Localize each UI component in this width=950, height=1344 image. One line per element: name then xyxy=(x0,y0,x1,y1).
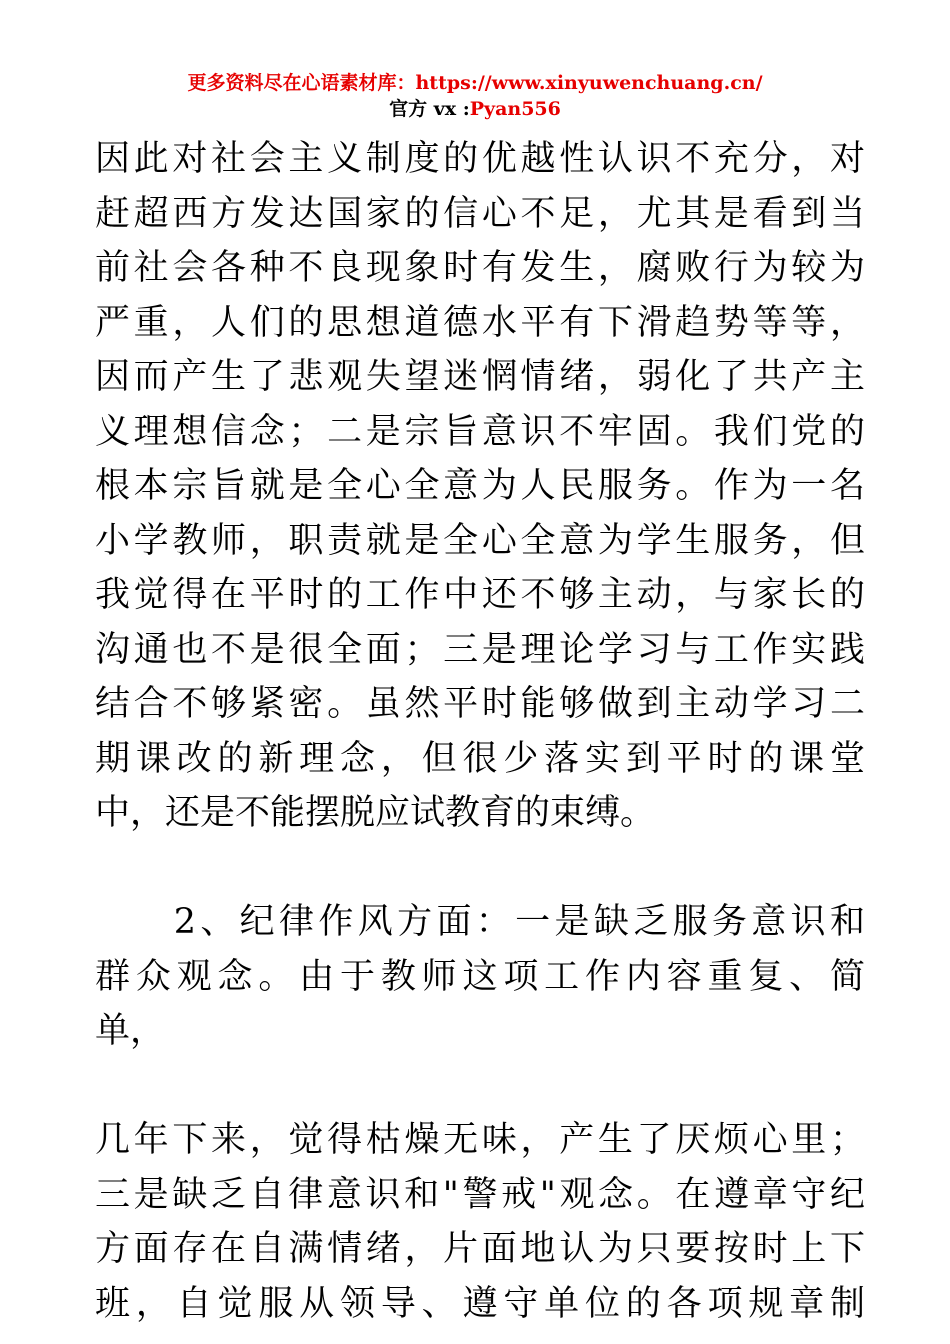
text-line: 赶超西方发达国家的信心不足，尤其是看到当 xyxy=(95,193,865,234)
page-header xyxy=(0,70,950,122)
text-line: 我觉得在平时的工作中还不够主动，与家长的 xyxy=(95,575,865,615)
promo-url[interactable]: https://www.xinyuwenchuang.cn/ xyxy=(415,72,763,94)
contact-line xyxy=(0,96,950,122)
contact-prefix: 官方 vx : xyxy=(389,98,470,120)
text-line: 前社会各种不良现象时有发生，腐败行为较为 xyxy=(95,248,865,288)
paragraph-gap xyxy=(95,841,865,896)
text-line: 根本宗旨就是全心全意为人民服务。作为一名 xyxy=(95,466,865,506)
text-line: 结合不够紧密。虽然平时能够做到主动学习二 xyxy=(95,684,865,724)
text-line: 方面存在自满情绪，片面地认为只要按时上下 xyxy=(95,1229,865,1269)
text-line: 义理想信念；二是宗旨意识不牢固。我们党的 xyxy=(95,411,865,452)
text-line: 几年下来，觉得枯燥无味，产生了厌烦心里； xyxy=(95,1120,865,1160)
text-line: 三是缺乏自律意识和"警戒"观念。在遵章守纪 xyxy=(95,1174,865,1215)
text-line: 群众观念。由于教师这项工作内容重复、简 xyxy=(95,956,865,997)
text-line: 沟通也不是很全面；三是理论学习与工作实践 xyxy=(95,629,865,670)
text-line: 严重，人们的思想道德水平有下滑趋势等等， xyxy=(95,302,865,343)
document-body xyxy=(95,132,865,1331)
text-line: 因而产生了悲观失望迷惘情绪，弱化了共产主 xyxy=(95,357,865,397)
text-line: 班，自觉服从领导、遵守单位的各项规章制 xyxy=(95,1283,865,1324)
text-line: 因此对社会主义制度的优越性认识不充分，对 xyxy=(95,139,865,179)
text-line: 小学教师，职责就是全心全意为学生服务，但 xyxy=(95,520,865,561)
text-line: 单， xyxy=(95,1011,166,1051)
text-line: 中，还是不能摆脱应试教育的束缚。 xyxy=(95,793,656,833)
text-line: 期课改的新理念，但很少落实到平时的课堂 xyxy=(95,738,865,779)
promo-prefix: 更多资料尽在心语素材库： xyxy=(187,72,416,94)
promo-line xyxy=(0,70,950,96)
contact-handle: Pyan556 xyxy=(469,98,561,120)
paragraph-gap xyxy=(95,1059,865,1114)
text-line: 2、纪律作风方面：一是缺乏服务意识和 xyxy=(95,902,865,942)
